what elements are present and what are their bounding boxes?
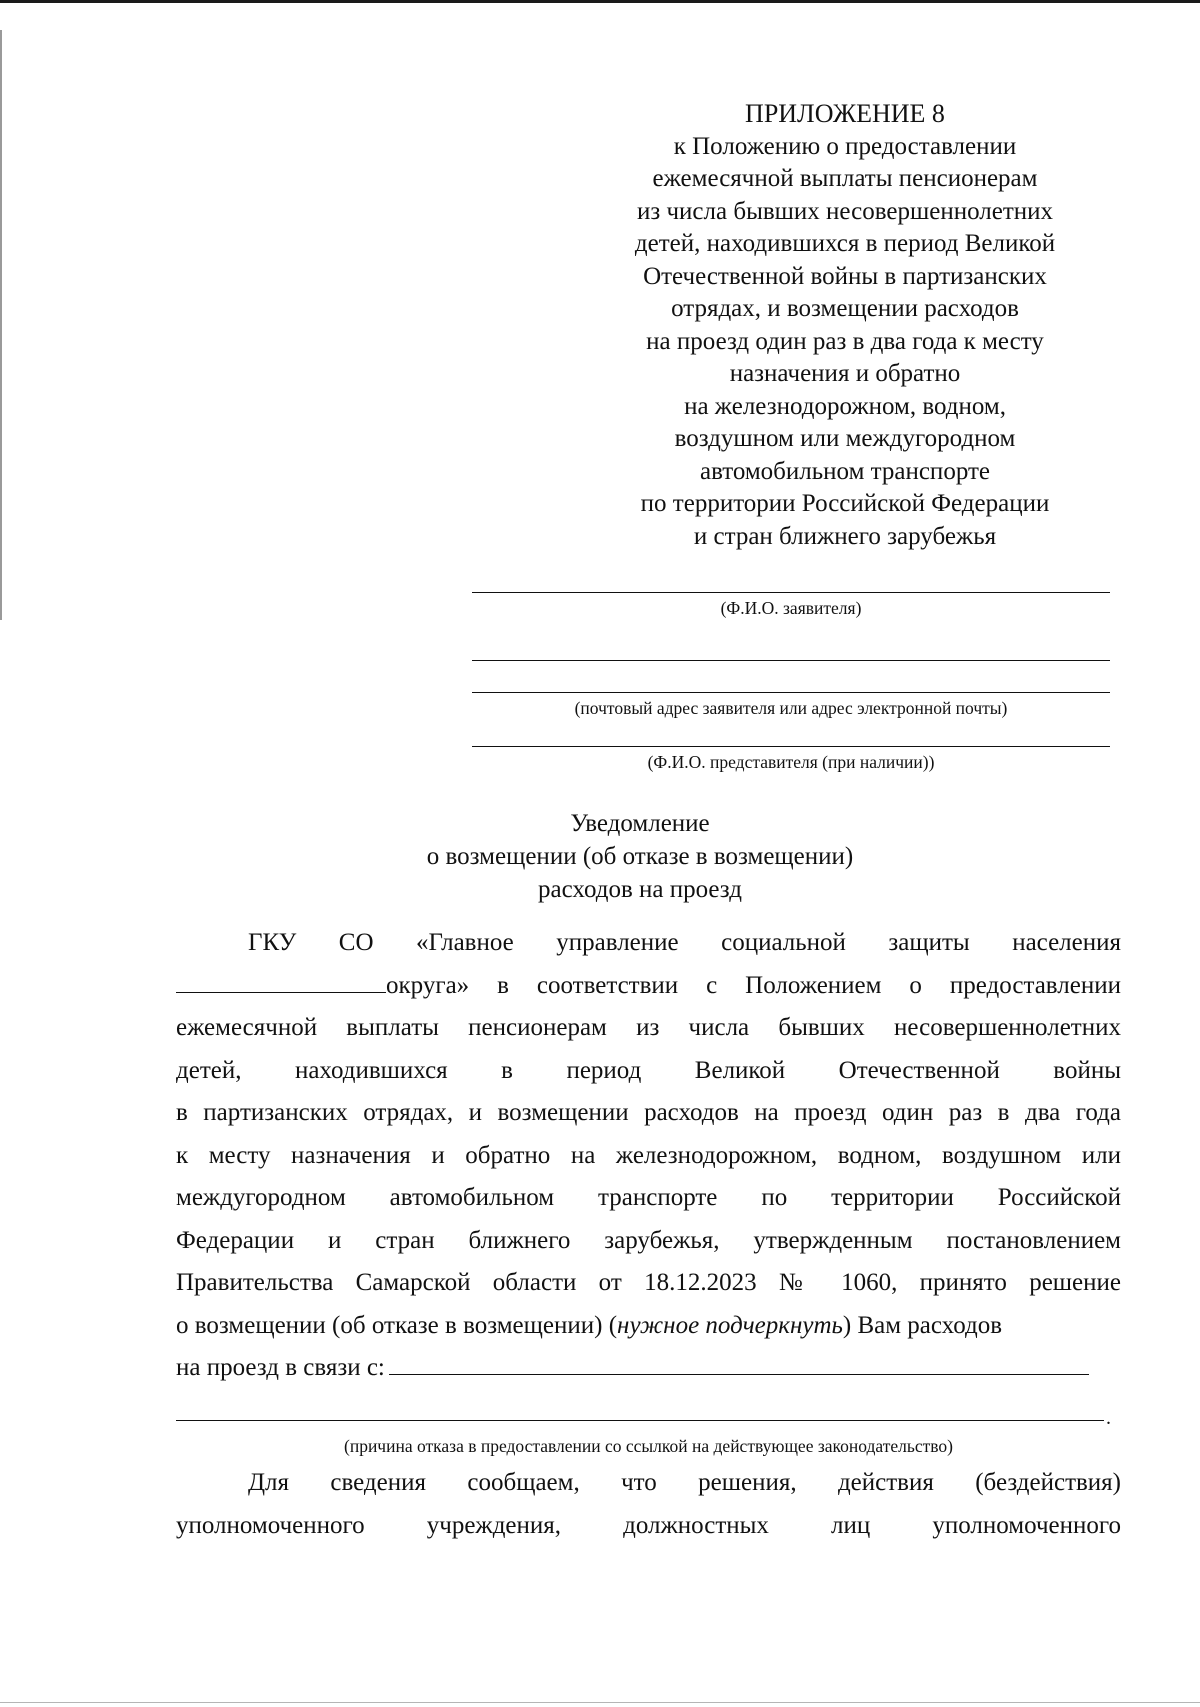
reason-caption: (причина отказа в предоставлении со ссылкой на действующее законодательство) [344, 1436, 953, 1456]
address-field[interactable] [472, 692, 1110, 719]
notice-subtitle: о возмещении (об отказе в возмещении) [426, 843, 854, 870]
applicant-name-caption: (Ф.И.О. заявителя) [720, 598, 862, 618]
paragraph-line [176, 965, 1121, 1008]
appendix-line: отрядах, и возмещении расходов [671, 295, 1019, 322]
paragraph-line: Для сведения сообщаем, что решения, действия (бездействия) [248, 1469, 1121, 1496]
applicant-name-line[interactable] [472, 592, 1110, 593]
appendix-line: детей, находившихся в период Великой [634, 230, 1056, 257]
paragraph-line: детей, находившихся в период Великой Отечественной войны [176, 1056, 1121, 1084]
representative-line[interactable] [472, 746, 1110, 747]
representative-field[interactable] [472, 746, 1110, 773]
paragraph-line: ежемесячной выплаты пенсионерам из числа бывших несовершеннолетних [176, 1014, 1121, 1041]
notice-title: Уведомление [570, 810, 710, 837]
notice-heading [380, 807, 900, 906]
reason-blank[interactable] [389, 1348, 1089, 1375]
appeal-paragraph [176, 1462, 1121, 1547]
representative-caption: (Ф.И.О. представителя (при наличии)) [647, 752, 935, 772]
address-caption: (почтовый адрес заявителя или адрес электронной почты) [574, 698, 1008, 718]
appendix-title: ПРИЛОЖЕНИЕ 8 [745, 99, 945, 128]
italic-note: нужное подчеркнуть [617, 1311, 843, 1339]
appendix-line: по территории Российской Федерации [640, 490, 1050, 517]
appendix-block [600, 98, 1090, 553]
notice-subject: расходов на проезд [538, 876, 742, 903]
reason-line-end-dot: . [1106, 1407, 1111, 1429]
paragraph-line [176, 1347, 1121, 1390]
scan-edge-top [0, 0, 1200, 3]
appendix-line: ежемесячной выплаты пенсионерам [652, 165, 1038, 192]
paragraph-text: Вам расходов [857, 1311, 1003, 1339]
appendix-line: назначения и обратно [729, 360, 961, 387]
paragraph-line: Правительства Самарской области от 18.12.2023 № 1060, принято решение [176, 1269, 1121, 1296]
reason-line[interactable] [176, 1420, 1104, 1421]
paragraph-line: уполномоченного учреждения, должностных лиц уполномоченного [176, 1511, 1121, 1539]
address-line-1-rule[interactable] [472, 660, 1110, 661]
appendix-line: Отечественной войны в партизанских [643, 262, 1047, 290]
appendix-line: к Положению о предоставлении [673, 132, 1017, 160]
appendix-line: на проезд один раз в два года к месту [646, 327, 1044, 355]
paragraph-text: на проезд в связи с: [176, 1354, 385, 1381]
appendix-line: автомобильном транспорте [699, 457, 991, 485]
address-line-2[interactable] [472, 692, 1110, 693]
appendix-line: воздушном или междугородном [674, 425, 1016, 452]
appendix-line: на железнодорожном, водном, [684, 392, 1006, 420]
decision-paragraph [176, 922, 1121, 1390]
appendix-line: и стран ближнего зарубежья [693, 522, 997, 550]
paragraph-line: в партизанских отрядах, и возмещении расходов на проезд один раз в два года [176, 1099, 1121, 1126]
paragraph-line: Федерации и стран ближнего зарубежья, утвержденным постановлением [176, 1226, 1121, 1254]
district-blank[interactable] [176, 966, 386, 993]
applicant-name-field[interactable] [472, 592, 1110, 619]
paragraph-line: о возмещении (об отказе в возмещении) (нужное подчеркнуть) Вам расходов [176, 1311, 1003, 1339]
appendix-line: из числа бывших несовершеннолетних [636, 197, 1054, 225]
scan-edge-bottom [0, 1702, 1200, 1703]
paragraph-line: междугородном автомобильном транспорте по территории Российской [176, 1184, 1121, 1211]
paragraph-line: к месту назначения и обратно на железнодорожном, водном, воздушном или [176, 1141, 1121, 1169]
paragraph-line: ГКУ СО «Главное управление социальной защиты населения [248, 929, 1121, 956]
scan-edge-left [0, 30, 2, 620]
address-line-1[interactable] [472, 660, 1110, 661]
paragraph-text: округа» в соответствии с Положением о предоставлении [386, 971, 1121, 999]
paragraph-text: о возмещении (об отказе в возмещении) [176, 1311, 603, 1339]
